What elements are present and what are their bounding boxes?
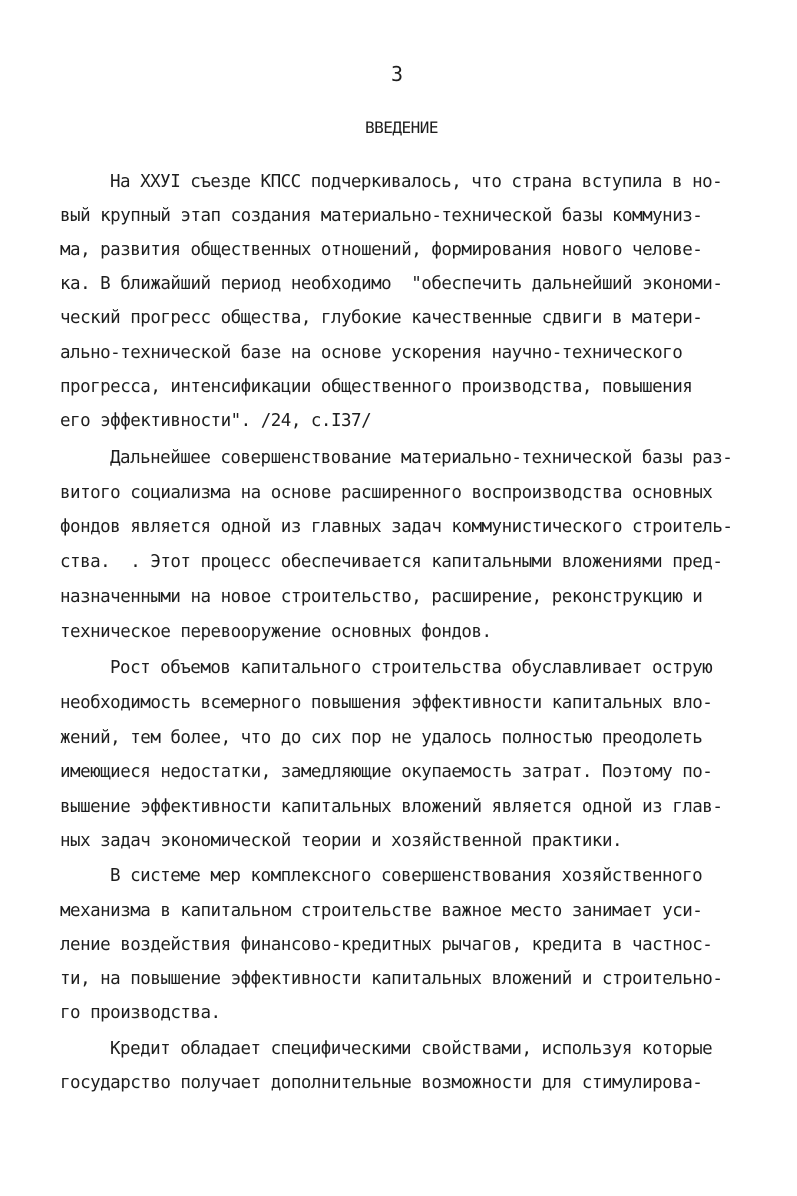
text-line: механизма в капитальном строительстве важное место занимает уси-	[60, 901, 703, 921]
text-line: ление воздействия финансово-кредитных рычагов, кредита в частнос-	[60, 935, 713, 955]
section-heading: ВВЕДЕНИЕ	[365, 118, 439, 137]
text-line: витого социализма на основе расширенного воспроизводства основных	[60, 483, 713, 503]
page-number: 3	[391, 62, 404, 86]
text-line: го производства.	[60, 1003, 221, 1023]
text-line: ческий прогресс общества, глубокие качественные сдвиги в матери-	[60, 308, 703, 328]
text-line: вый крупный этап создания материально-технической базы коммуниз-	[60, 206, 703, 226]
text-line: ма, развития общественных отношений, формирования нового челове-	[60, 240, 703, 260]
text-line: ально-технической базе на основе ускорения научно-технического	[60, 343, 683, 363]
text-line: государство получает дополнительные возможности для стимулирова-	[60, 1073, 703, 1093]
text-line: ка. В ближайший период необходимо "обеспечить дальнейший экономи-	[60, 274, 723, 294]
text-line: На ХХУI съезде КПСС подчеркивалось, что страна вступила в но-	[110, 172, 723, 192]
text-line: вышение эффективности капитальных вложений является одной из глав-	[60, 797, 723, 817]
text-line: Дальнейшее совершенствование материально-технической базы раз-	[110, 448, 733, 468]
text-line: назначенными на новое строительство, расширение, реконструкцию и	[60, 587, 703, 607]
text-line: техническое перевооружение основных фондов.	[60, 622, 492, 642]
text-line: прогресса, интенсификации общественного производства, повышения	[60, 377, 693, 397]
text-line: В системе мер комплексного совершенствования хозяйственного	[110, 866, 703, 886]
text-line: ных задач экономической теории и хозяйственной практики.	[60, 831, 623, 851]
text-line: Кредит обладает специфическими свойствами, используя которые	[110, 1039, 713, 1059]
text-line: необходимость всемерного повышения эффективности капитальных вло-	[60, 693, 713, 713]
text-line: его эффективности". /24, с.I37/	[60, 411, 372, 431]
text-line: ства. . Этот процесс обеспечивается капитальными вложениями пред-	[60, 552, 723, 572]
text-line: жений, тем более, что до сих пор не удалось полностью преодолеть	[60, 728, 703, 748]
text-line: фондов является одной из главных задач коммунистического строитель-	[60, 517, 733, 537]
text-line: Рост объемов капитального строительства обуславливает острую	[110, 658, 713, 678]
text-line: имеющиеся недостатки, замедляющие окупаемость затрат. Поэтому по-	[60, 762, 713, 782]
text-line: ти, на повышение эффективности капитальных вложений и строительно-	[60, 969, 723, 989]
